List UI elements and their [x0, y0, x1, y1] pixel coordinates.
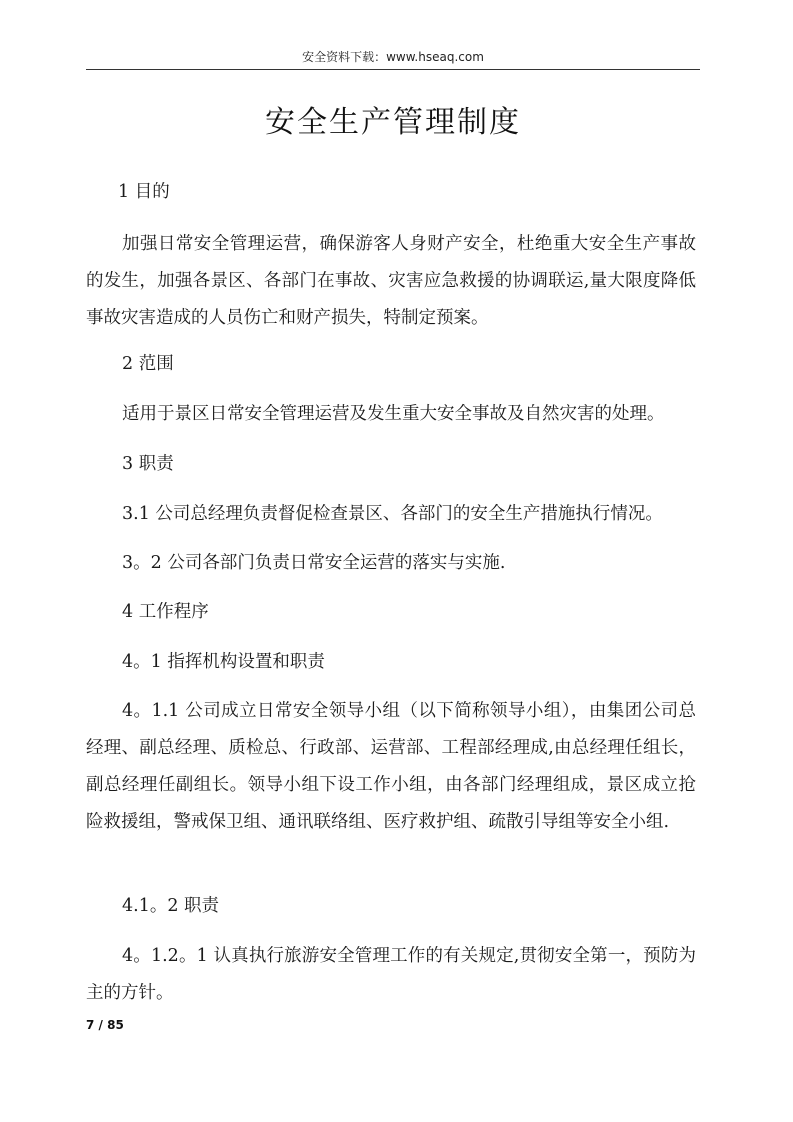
section-3-2: 3。2 公司各部门负责日常安全运营的落实与实施.: [122, 553, 506, 573]
section-4-1-2: 4.1。2 职责: [122, 896, 220, 916]
page-number: 7 / 85: [86, 1018, 124, 1032]
section-1-heading: 1 目的: [118, 182, 170, 202]
section-4-heading: 4 工作程序: [122, 602, 209, 622]
page-header: 安全资料下载：www.hseaq.com: [302, 50, 484, 64]
header-divider: [86, 69, 700, 70]
section-3-1: 3.1 公司总经理负责督促检查景区、各部门的安全生产措施执行情况。: [122, 504, 663, 524]
section-4-1-1: 4。1.1 公司成立日常安全领导小组（以下简称领导小组），由集团公司总经理、副总经理、质检总、行政部、运营部、工程部经理成,由总经理任组长，副总经理任副组长。领导小组下设工作小组，由各部门经理组成，景区成立抢险救援组，警戒保卫组、通讯联络组、医疗救护组、疏散引导组等安全小组.: [86, 701, 696, 832]
section-3-heading: 3 职责: [122, 454, 174, 474]
section-1-body: 加强日常安全管理运营，确保游客人身财产安全，杜绝重大安全生产事故的发生，加强各景区、各部门在事故、灾害应急救援的协调联运,量大限度降低事故灾害造成的人员伤亡和财产损失，特制定预案。: [86, 234, 696, 328]
section-4-1-2-1: 4。1.2。1 认真执行旅游安全管理工作的有关规定,贯彻安全第一，预防为主的方针。: [86, 946, 696, 1003]
section-4-1: 4。1 指挥机构设置和职责: [122, 652, 325, 672]
section-2-heading: 2 范围: [122, 354, 174, 374]
document-title: 安全生产管理制度: [265, 105, 521, 140]
section-2-body: 适用于景区日常安全管理运营及发生重大安全事故及自然灾害的处理。: [122, 404, 665, 424]
